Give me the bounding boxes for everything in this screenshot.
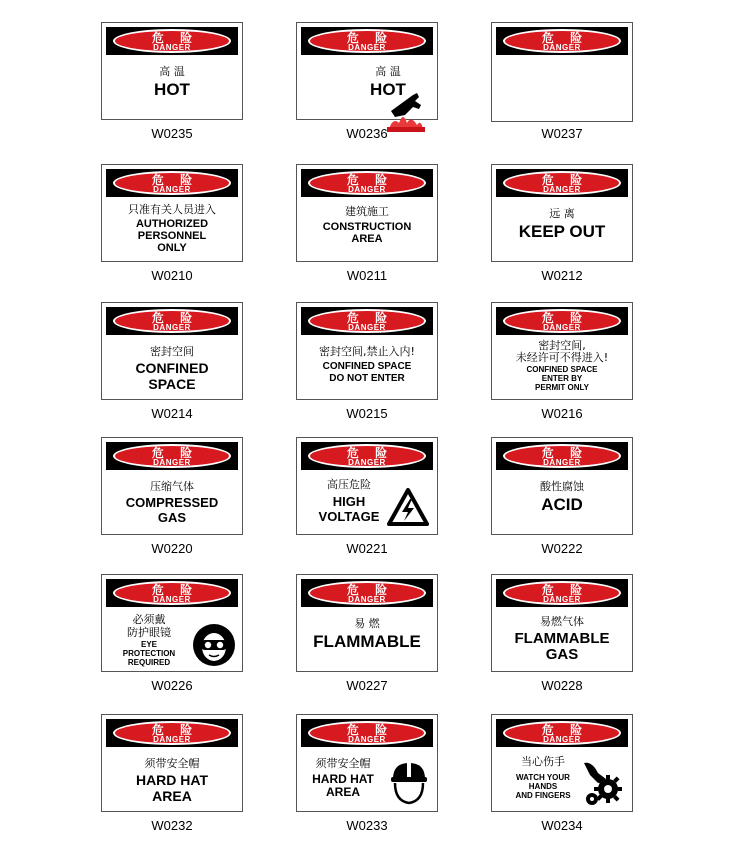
danger-header-cn: 危 险	[346, 446, 394, 460]
sign-english-text-line-2: HANDS	[528, 782, 558, 791]
sign-chinese-text: 当心伤手	[521, 755, 565, 768]
danger-sign	[491, 437, 633, 535]
sign-chinese-text: 只准有关人员进入	[128, 203, 216, 216]
sign-english-text-line-1: AUTHORIZED	[135, 218, 209, 230]
danger-sign	[101, 437, 243, 535]
sign-code-caption: W0227	[346, 678, 388, 693]
danger-header-cn: 危 险	[541, 723, 589, 737]
danger-header-band	[301, 169, 433, 197]
danger-header-band	[106, 719, 238, 747]
sign-body	[108, 474, 236, 530]
sign-english-text-line-1: KEEP OUT	[518, 222, 606, 241]
danger-header-en: DANGER	[543, 595, 581, 604]
sign-body	[108, 339, 236, 395]
danger-header-cn: 危 险	[346, 173, 394, 187]
danger-header-cn: 危 险	[151, 583, 199, 597]
danger-oval	[113, 444, 231, 468]
danger-sign	[296, 164, 438, 262]
danger-header-cn: 危 险	[346, 583, 394, 597]
danger-header-en: DANGER	[348, 323, 386, 332]
sign-code-caption: W0234	[541, 818, 583, 833]
danger-header-band	[106, 169, 238, 197]
danger-header-band	[106, 27, 238, 55]
sign-english-text-line-3: AND FINGERS	[515, 791, 571, 800]
sign-code-caption: W0211	[346, 268, 388, 283]
sign-english-text-line-2: SPACE	[148, 376, 196, 392]
danger-header-cn: 危 险	[541, 311, 589, 325]
sign-english-text-line-1: CONFINED	[135, 360, 209, 376]
danger-header-band	[301, 579, 433, 607]
danger-sign	[491, 164, 633, 262]
sign-body	[498, 751, 626, 807]
danger-sign	[101, 714, 243, 812]
danger-oval	[503, 171, 621, 195]
sign-chinese-text: 高压危险	[327, 478, 371, 491]
sign-body	[108, 201, 236, 257]
danger-oval	[503, 721, 621, 745]
high-voltage-icon	[387, 488, 429, 531]
sign-code-caption: W0221	[346, 541, 388, 556]
sign-code-caption: W0237	[541, 126, 583, 141]
danger-header-cn: 危 险	[541, 446, 589, 460]
sign-body	[108, 611, 236, 667]
sign-body	[498, 339, 626, 395]
sign-english-text-line-2: GAS	[545, 646, 579, 663]
danger-header-band	[301, 719, 433, 747]
sign-chinese-text: 须带安全帽	[315, 757, 371, 770]
sign-english-text-line-1: FLAMMABLE	[514, 630, 610, 647]
goggles-icon	[192, 623, 236, 672]
danger-header-cn: 危 险	[151, 446, 199, 460]
sign-chinese-text: 密封空间,禁止入内!	[319, 345, 415, 358]
sign-chinese-text: 密封空间	[150, 345, 194, 358]
danger-header-cn: 危 险	[541, 173, 589, 187]
sign-english-text-line-2: DO NOT ENTER	[329, 373, 405, 384]
sign-code-caption: W0222	[541, 541, 583, 556]
danger-oval	[503, 581, 621, 605]
sign-body	[303, 201, 431, 257]
danger-header-band	[496, 719, 628, 747]
sign-code-caption: W0210	[151, 268, 193, 283]
danger-header-en: DANGER	[153, 735, 191, 744]
sign-code-caption: W0216	[541, 406, 583, 421]
danger-header-en: DANGER	[153, 323, 191, 332]
sign-english-text-line-2: AREA	[325, 785, 360, 799]
danger-header-cn: 危 险	[151, 173, 199, 187]
danger-header-cn: 危 险	[151, 723, 199, 737]
danger-header-cn: 危 险	[346, 723, 394, 737]
sign-english-text-line-3: ONLY	[157, 242, 187, 254]
danger-sign	[296, 574, 438, 672]
danger-oval	[113, 581, 231, 605]
sign-english-text-line-2: GAS	[157, 510, 187, 525]
danger-oval	[113, 29, 231, 53]
danger-header-band	[106, 442, 238, 470]
danger-header-cn: 危 险	[346, 311, 394, 325]
sign-body	[498, 474, 626, 530]
danger-sign	[491, 574, 633, 672]
sign-chinese-text: 易 燃	[354, 617, 380, 630]
danger-header-en: DANGER	[153, 458, 191, 467]
sign-english-text-line-2: AREA	[152, 788, 192, 804]
danger-header-cn: 危 险	[151, 31, 199, 45]
sign-body	[108, 59, 236, 115]
sign-english-text-line-1: COMPRESSED	[125, 495, 219, 510]
sign-code-caption: W0220	[151, 541, 193, 556]
sign-english-text-line-1: CONSTRUCTION	[322, 221, 412, 233]
sign-english-text-line-1: EYE	[140, 640, 157, 649]
danger-header-en: DANGER	[348, 458, 386, 467]
danger-oval	[308, 171, 426, 195]
hand-gear-icon	[580, 759, 624, 812]
danger-oval	[308, 581, 426, 605]
sign-code-caption: W0233	[346, 818, 388, 833]
danger-header-band	[106, 307, 238, 335]
danger-sign	[491, 714, 633, 812]
danger-header-band	[301, 27, 433, 55]
sign-english-text-line-2: ENTER BY	[541, 374, 583, 383]
danger-sign	[101, 164, 243, 262]
danger-header-en: DANGER	[348, 735, 386, 744]
danger-header-en: DANGER	[543, 458, 581, 467]
danger-header-en: DANGER	[153, 43, 191, 52]
sign-code-caption: W0215	[346, 406, 388, 421]
sign-code-caption: W0212	[541, 268, 583, 283]
danger-oval	[113, 171, 231, 195]
sign-code-caption: W0232	[151, 818, 193, 833]
sign-body	[498, 611, 626, 667]
danger-header-band	[496, 579, 628, 607]
sign-english-text-line-1: WATCH YOUR	[516, 773, 570, 782]
danger-oval	[113, 309, 231, 333]
sign-english-text-line-1: HOT	[154, 80, 190, 99]
danger-header-band	[496, 169, 628, 197]
danger-header-en: DANGER	[348, 185, 386, 194]
danger-oval	[308, 309, 426, 333]
sign-code-caption: W0235	[151, 126, 193, 141]
sign-chinese-text: 建筑施工	[345, 205, 389, 218]
danger-header-cn: 危 险	[346, 31, 394, 45]
sign-chinese-text: 远 离	[549, 207, 575, 220]
sign-english-text-line-2: PROTECTION	[122, 649, 176, 658]
sign-english-text-line-3: PERMIT ONLY	[535, 383, 589, 392]
danger-oval	[308, 444, 426, 468]
danger-oval	[308, 721, 426, 745]
sign-english-text-line-1: HARD HAT	[312, 772, 374, 786]
sign-code-caption: W0214	[151, 406, 193, 421]
sign-body	[303, 751, 431, 807]
danger-header-band	[301, 442, 433, 470]
sign-chinese-text: 压缩气体	[150, 480, 194, 493]
sign-chinese-text-line2: 未经许可不得进入!	[515, 351, 609, 364]
danger-header-en: DANGER	[153, 185, 191, 194]
danger-header-cn: 危 险	[151, 311, 199, 325]
sign-english-text-line-1: CONFINED SPACE	[526, 365, 598, 374]
hard-hat-icon	[387, 757, 431, 810]
danger-header-en: DANGER	[348, 43, 386, 52]
sign-body	[303, 611, 431, 667]
sign-english-text-line-1: FLAMMABLE	[313, 632, 421, 651]
sign-body	[303, 59, 431, 115]
sign-body	[498, 201, 626, 257]
danger-sign	[296, 22, 438, 120]
sign-chinese-text: 须带安全帽	[144, 757, 200, 770]
sign-chinese-text: 酸性腐蚀	[540, 480, 584, 493]
sign-code-caption: W0236	[346, 126, 388, 141]
sign-body	[303, 474, 431, 530]
danger-oval	[503, 444, 621, 468]
danger-sign	[491, 22, 633, 122]
sign-chinese-text: 易燃气体	[540, 615, 584, 628]
sign-body	[303, 339, 431, 395]
danger-sign	[491, 302, 633, 400]
danger-oval	[113, 721, 231, 745]
danger-sign	[101, 574, 243, 672]
sign-chinese-text: 密封空间,	[538, 339, 586, 352]
sign-english-text-line-3: REQUIRED	[127, 658, 171, 667]
sign-english-text-line-1: ACID	[541, 495, 583, 514]
danger-header-band	[496, 442, 628, 470]
sign-english-text-line-1: HIGH	[332, 494, 366, 509]
sign-body	[498, 59, 626, 117]
danger-oval	[503, 309, 621, 333]
sign-english-text-line-1: HOT	[370, 80, 406, 99]
danger-oval	[308, 29, 426, 53]
sign-chinese-text: 高 温	[375, 65, 401, 78]
sign-chinese-text-line2: 防护眼镜	[127, 626, 171, 639]
sign-body	[108, 751, 236, 807]
danger-header-en: DANGER	[348, 595, 386, 604]
danger-sign	[101, 22, 243, 120]
danger-header-en: DANGER	[543, 323, 581, 332]
sign-english-text-line-1: HARD HAT	[135, 772, 209, 788]
danger-oval	[503, 29, 621, 53]
danger-header-en: DANGER	[543, 43, 581, 52]
danger-sign	[101, 302, 243, 400]
danger-header-cn: 危 险	[541, 583, 589, 597]
sign-english-text-line-2: VOLTAGE	[318, 509, 380, 524]
sign-code-caption: W0226	[151, 678, 193, 693]
danger-header-en: DANGER	[543, 185, 581, 194]
danger-sign	[296, 437, 438, 535]
sign-chinese-text: 必须戴	[132, 613, 166, 626]
danger-header-band	[496, 307, 628, 335]
danger-header-en: DANGER	[153, 595, 191, 604]
sign-english-text-line-2: AREA	[351, 233, 383, 245]
sign-english-text-line-1: CONFINED SPACE	[322, 361, 412, 372]
danger-header-band	[301, 307, 433, 335]
danger-header-cn: 危 险	[541, 31, 589, 45]
danger-header-band	[106, 579, 238, 607]
sign-code-caption: W0228	[541, 678, 583, 693]
sign-chinese-text: 高 温	[159, 65, 185, 78]
danger-header-en: DANGER	[543, 735, 581, 744]
sign-english-text-line-2: PERSONNEL	[137, 230, 207, 242]
danger-sign	[296, 302, 438, 400]
danger-header-band	[496, 27, 628, 55]
danger-sign	[296, 714, 438, 812]
